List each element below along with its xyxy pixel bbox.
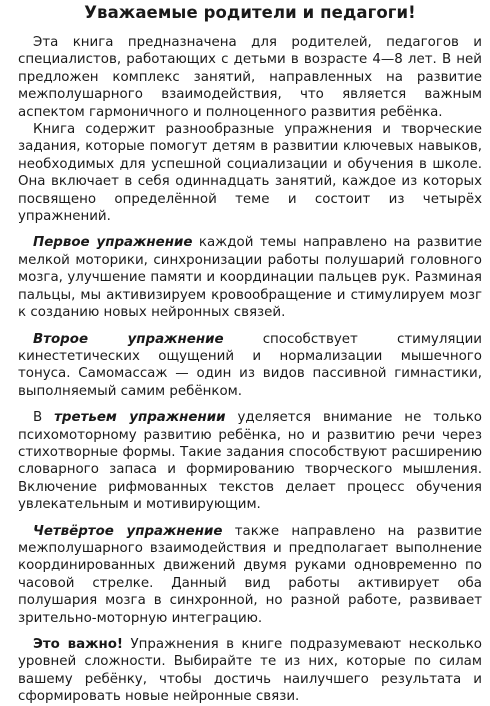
fourth-exercise-lead: Четвёртое упражнение [33, 523, 223, 539]
second-exercise-text: способствует стимуляции кинестетических ощущений и нормализации мышечного тонуса. Самомассаж — один из видов пассивной гимнастики, выполняемый самим ребёнком. [18, 331, 482, 399]
contents-paragraph: Книга содержит разнообразные упражнения и творческие задания, которые помогут детям в развитии ключевых навыков, необходимых для успешной социализации и обучения в школе. Она включает в себя одиннадцать занятий, каждое из которых посвящено определённой теме и состоит из четырёх упражнений. [18, 122, 482, 225]
third-exercise-text: уделяется внимание не только психомоторному развитию ребёнка, но и развитию речи через стихотворные формы. Такие задания способствуют расширению словарного запаса и формированию творческого мышления. Включение рифмованных текстов делает процесс обучения увлекательным и мотивирующим. [18, 410, 483, 513]
first-exercise-paragraph [18, 234, 482, 321]
third-exercise-prefix: В [33, 410, 55, 426]
fourth-exercise-paragraph [18, 523, 482, 627]
important-note-text: Упражнения в книге подразумевают несколько уровней сложности. Выбирайте те из них, которые по силам вашему ребёнку, чтобы достичь наилучшего результата и сформировать новые нейронные связи. [18, 637, 482, 705]
fourth-exercise-text: также направлено на развитие межполушарного взаимодействия и предполагает выполнение координированных движений двумя руками одновременно по часовой стрелке. Данный вид работы активирует оба полушария мозга в синхронной, но разной работе, развивает зрительно-моторную интеграцию. [18, 523, 482, 626]
first-exercise-lead: Первое упражнение [33, 235, 193, 251]
second-exercise-paragraph [18, 331, 482, 401]
second-exercise-lead: Второе упражнение [33, 331, 224, 347]
third-exercise-lead: третьем упражнении [54, 410, 226, 426]
first-exercise-text: каждой темы направлено на развитие мелкой моторики, синхронизации работы полушарий головного мозга, улучшение памяти и координации пальцев рук. Разминая пальцы, мы активизируем кровообращение и стимулируем мозг к созданию новых нейронных связей. [18, 235, 482, 321]
intro-paragraph: Эта книга предназначена для родителей, педагогов и специалистов, работающих с детьми в возрасте 4—8 лет. В ней предложен комплекс занятий, направленных на развитие межполушарного взаимодействия, что является важным аспектом гармоничного и полноценного развития ребёнка. [18, 35, 482, 120]
important-note-lead: Это важно! [33, 637, 124, 652]
important-note-paragraph [18, 636, 482, 706]
third-exercise-paragraph [18, 409, 482, 513]
page-title: Уважаемые родители и педагоги! [84, 3, 416, 22]
